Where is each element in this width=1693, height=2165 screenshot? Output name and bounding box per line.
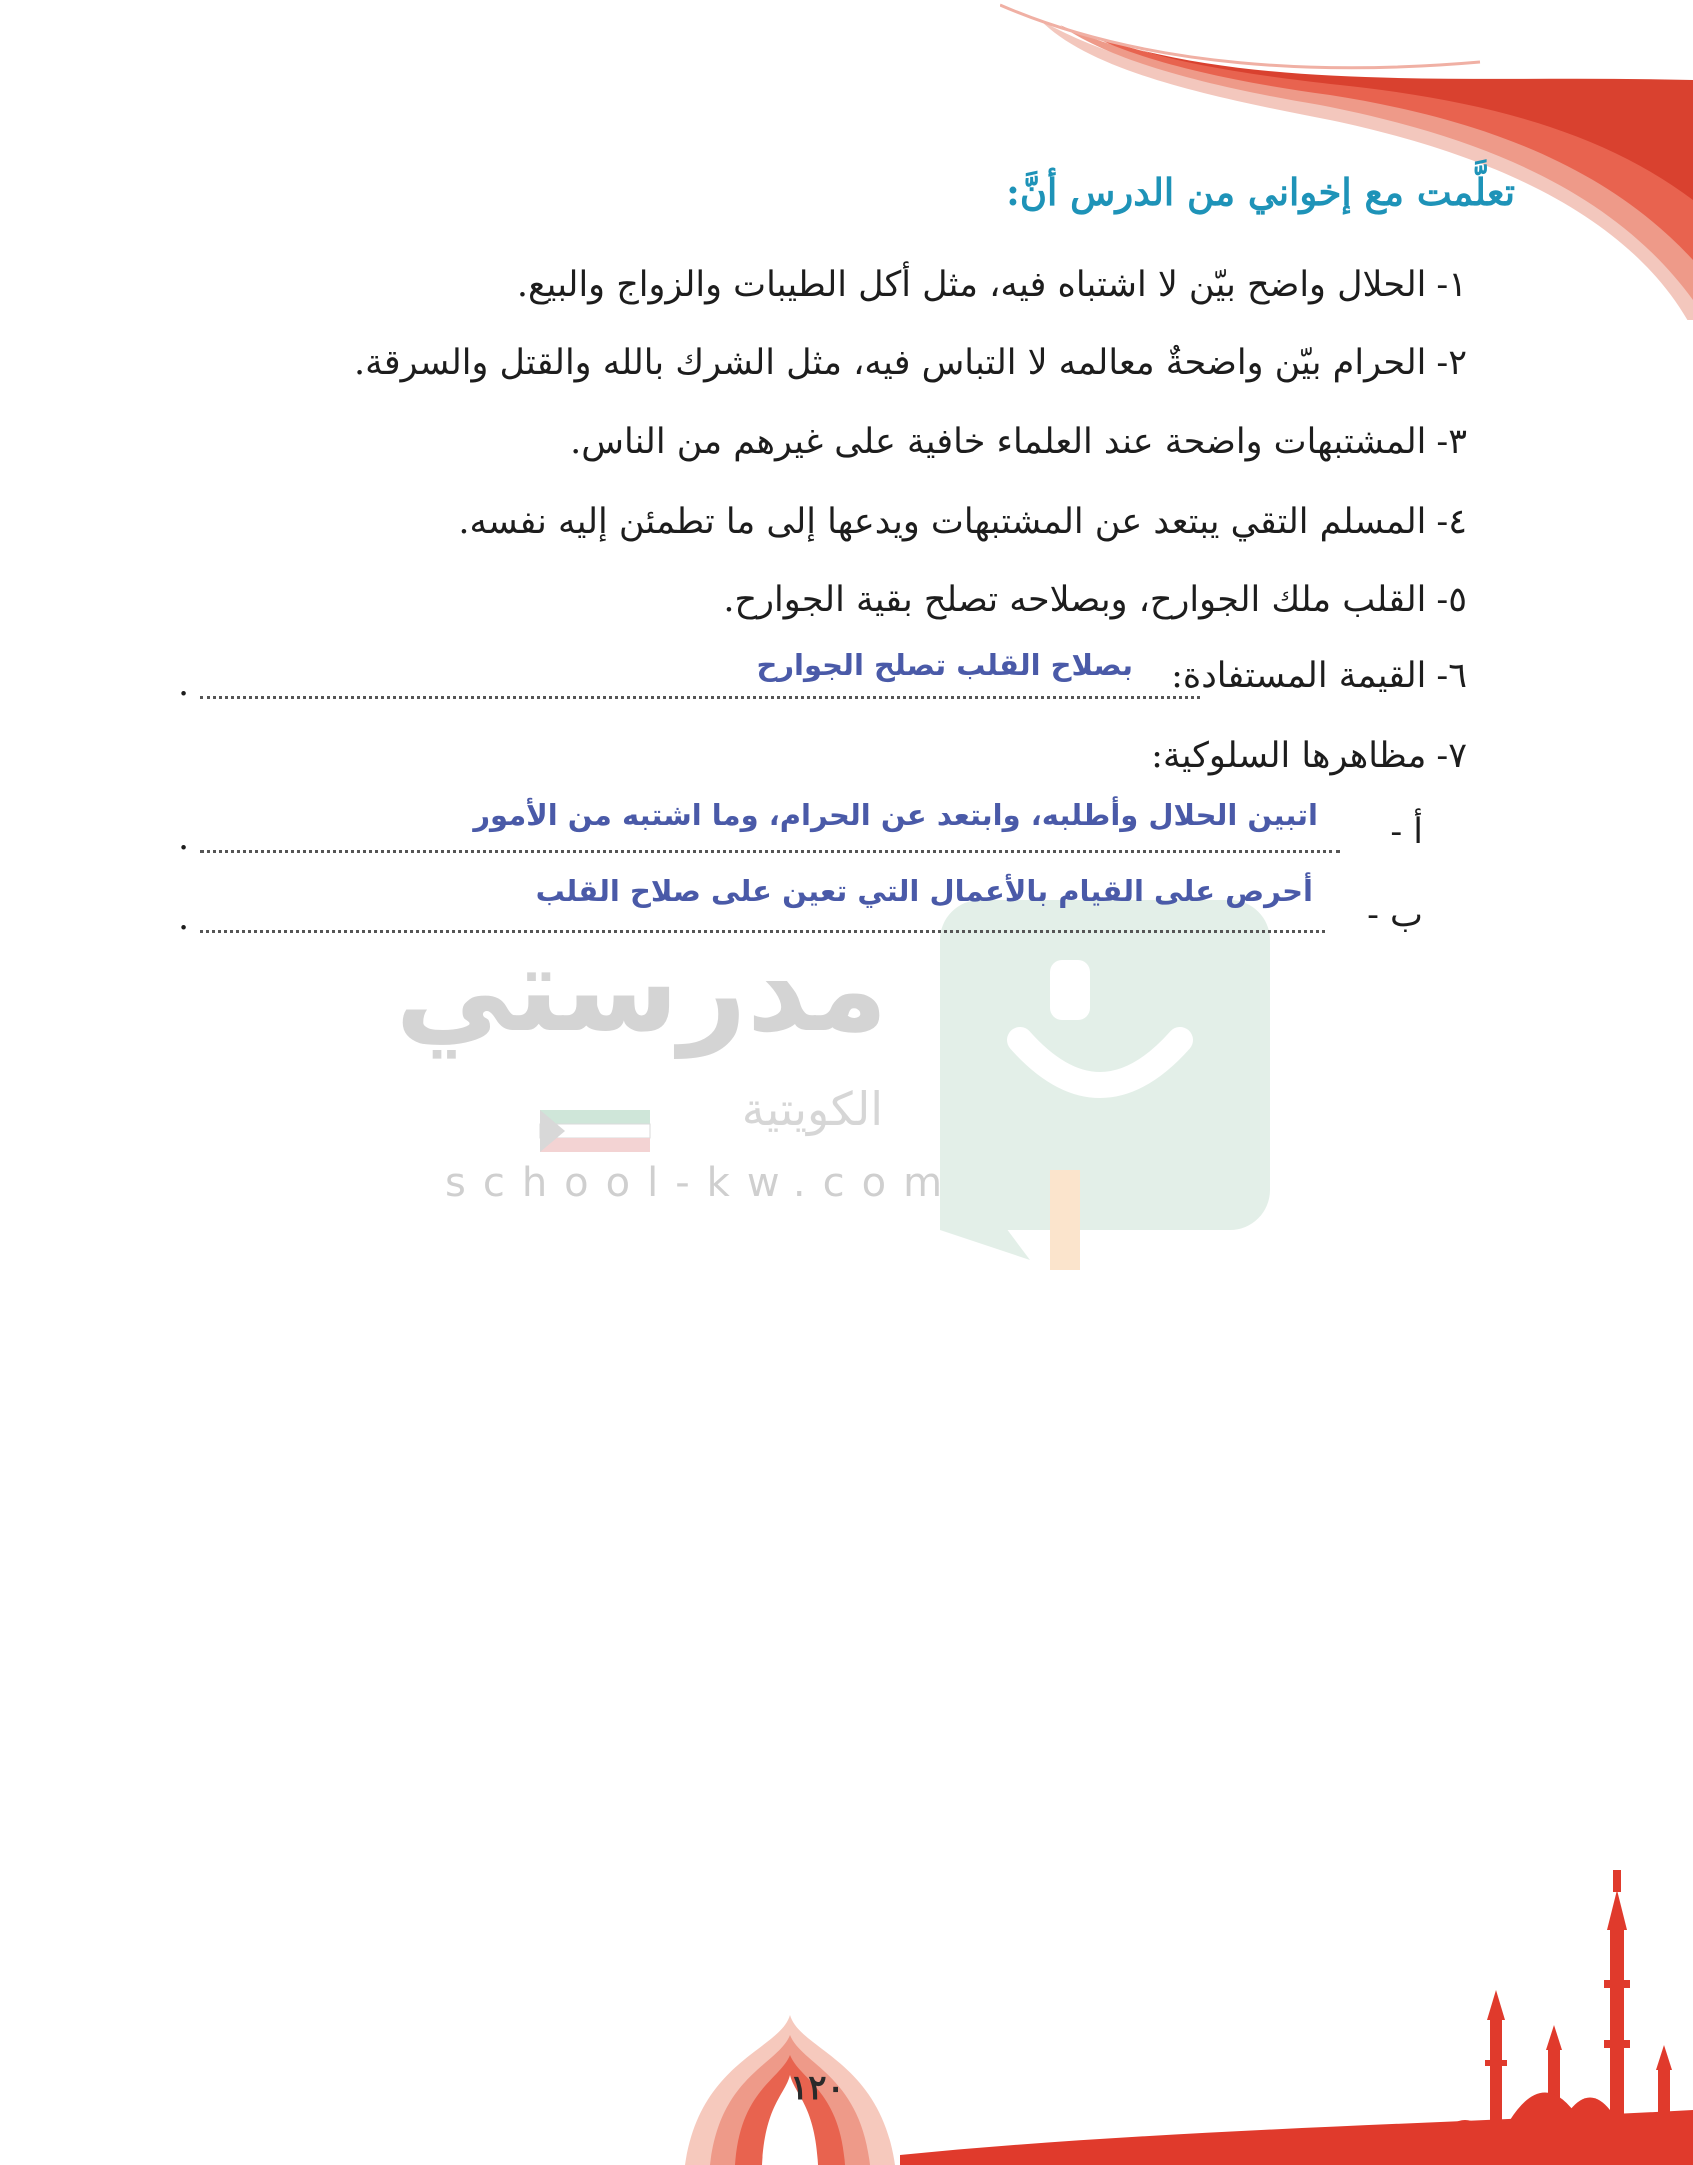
- point-4: [458, 502, 1467, 542]
- point-3: [570, 422, 1467, 462]
- behaviors-label: مظاهرها السلوكية:: [1151, 736, 1427, 776]
- point-number: ٧-: [1436, 736, 1467, 776]
- point-text: المشتبهات واضحة عند العلماء خافية على غيرهم من الناس.: [570, 422, 1427, 462]
- behavior-a-line: [200, 850, 1340, 853]
- point-number: ١-: [1436, 265, 1467, 305]
- page-number: ١٢٠: [790, 2068, 845, 2108]
- point-number: ٢-: [1436, 343, 1467, 383]
- mosque-silhouette-icon: [1430, 1870, 1693, 2165]
- watermark-subtitle: الكويتية: [741, 1082, 883, 1136]
- point-number: ٥-: [1436, 580, 1467, 620]
- point-1: [517, 265, 1467, 305]
- behavior-letter-a: أ -: [1390, 812, 1423, 852]
- value-answer: بصلاح القلب تصلح الجوارح: [756, 648, 1133, 682]
- point-2: [354, 343, 1467, 383]
- behavior-b-answer: أحرص على القيام بالأعمال التي تعين على صلاح القلب: [535, 874, 1313, 908]
- behavior-a-answer: اتبين الحلال وأطلبه، وابتعد عن الحرام، وما اشتبه من الأمور: [473, 798, 1318, 832]
- behaviors-label-line: [1151, 736, 1467, 776]
- value-label: القيمة المستفادة:: [1171, 656, 1427, 696]
- point-number: ٣-: [1436, 422, 1467, 462]
- end-mark: .: [178, 818, 190, 858]
- watermark-brand: مدرستي: [395, 920, 888, 1058]
- point-text: القلب ملك الجوارح، وبصلاحه تصلح بقية الجوارح.: [723, 580, 1427, 620]
- value-label-line: [1171, 656, 1467, 696]
- value-answer-line: [200, 696, 1200, 699]
- point-number: ٤-: [1436, 502, 1467, 542]
- point-text: الحرام بيّن واضحةٌ معالمه لا التباس فيه، مثل الشرك بالله والقتل والسرقة.: [353, 343, 1427, 383]
- watermark-url: school-kw.com: [445, 1160, 960, 1206]
- behavior-b-line: [200, 930, 1325, 933]
- point-5: [723, 580, 1467, 620]
- end-mark: .: [178, 898, 190, 938]
- point-text: الحلال واضح بيّن لا اشتباه فيه، مثل أكل الطيبات والزواج والبيع.: [516, 265, 1427, 305]
- point-number: ٦-: [1436, 656, 1467, 696]
- point-text: المسلم التقي يبتعد عن المشتبهات ويدعها إلى ما تطمئن إليه نفسه.: [458, 502, 1427, 542]
- section-heading: تعلَّمت مع إخواني من الدرس أنَّ:: [1006, 170, 1515, 214]
- behavior-letter-b: ب -: [1367, 895, 1423, 935]
- end-mark: .: [178, 664, 190, 704]
